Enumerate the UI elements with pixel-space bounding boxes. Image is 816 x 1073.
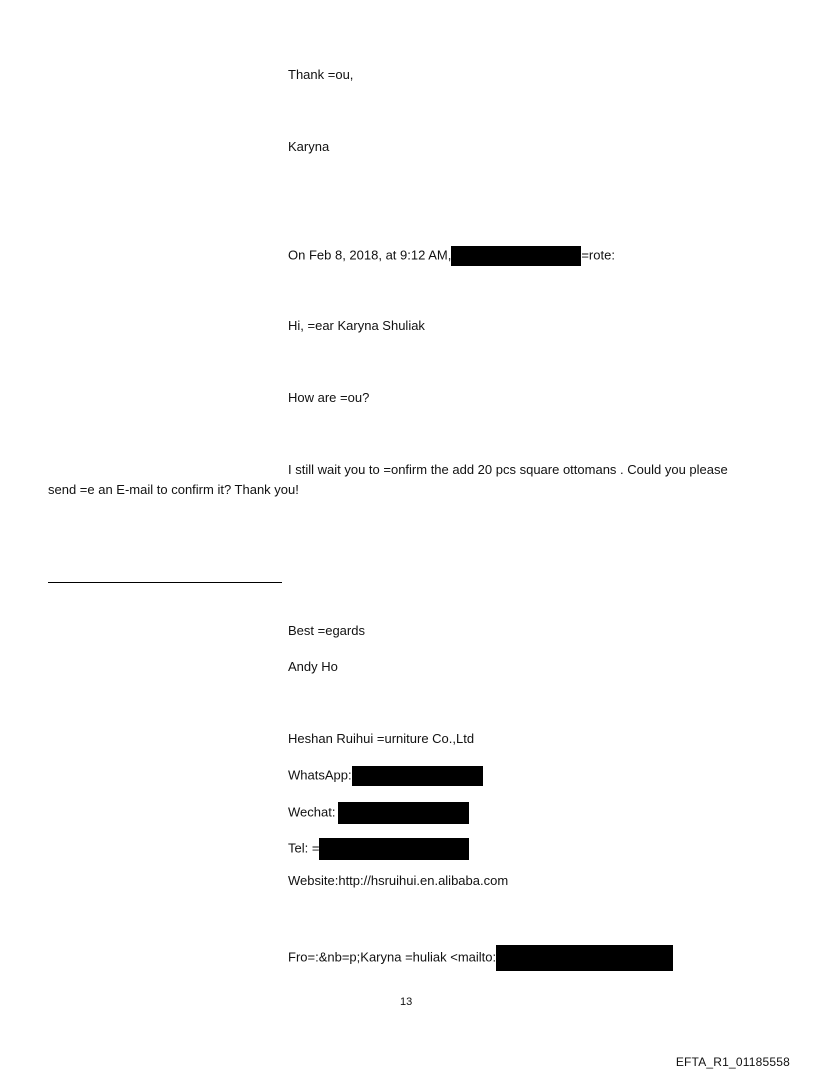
from-line [288, 945, 673, 971]
quote-header [288, 246, 615, 266]
regards-line: Best =egards [288, 623, 365, 638]
signoff-name: Karyna [288, 139, 330, 154]
wechat-label: Wechat: [288, 804, 336, 820]
redaction-block [338, 802, 469, 824]
sender-name: Andy Ho [288, 659, 338, 674]
greeting-line: Hi, =ear Karyna Shuliak [288, 318, 425, 333]
quote-header-suffix: =rote: [581, 247, 615, 263]
thanks-line: Thank =ou, [288, 67, 354, 82]
tel-line [288, 838, 469, 860]
body-line-2: send =e an E-mail to confirm it? Thank you! [48, 482, 299, 497]
wechat-line [288, 802, 469, 824]
redaction-block [496, 945, 673, 971]
whatsapp-line [288, 766, 483, 786]
how-are-you-line: How are =ou? [288, 390, 370, 405]
redaction-block [352, 766, 483, 786]
separator-rule [48, 582, 282, 583]
website-line: Website:http://hsruihui.en.alibaba.com [288, 873, 509, 888]
page-number: 13 [400, 996, 413, 1008]
document-id: EFTA_R1_01185558 [675, 1055, 790, 1069]
tel-label: Tel: = [288, 840, 320, 856]
from-line-prefix: Fro=:&nb=p;Karyna =huliak <mailto: [288, 949, 497, 965]
quote-header-prefix: On Feb 8, 2018, at 9:12 AM, [288, 247, 452, 263]
redaction-block [451, 246, 581, 266]
company-line: Heshan Ruihui =urniture Co.,Ltd [288, 731, 475, 746]
body-line-1: I still wait you to =onfirm the add 20 pcs square ottomans . Could you please [288, 462, 728, 477]
redaction-block [319, 838, 469, 860]
whatsapp-label: WhatsApp: [288, 767, 352, 783]
